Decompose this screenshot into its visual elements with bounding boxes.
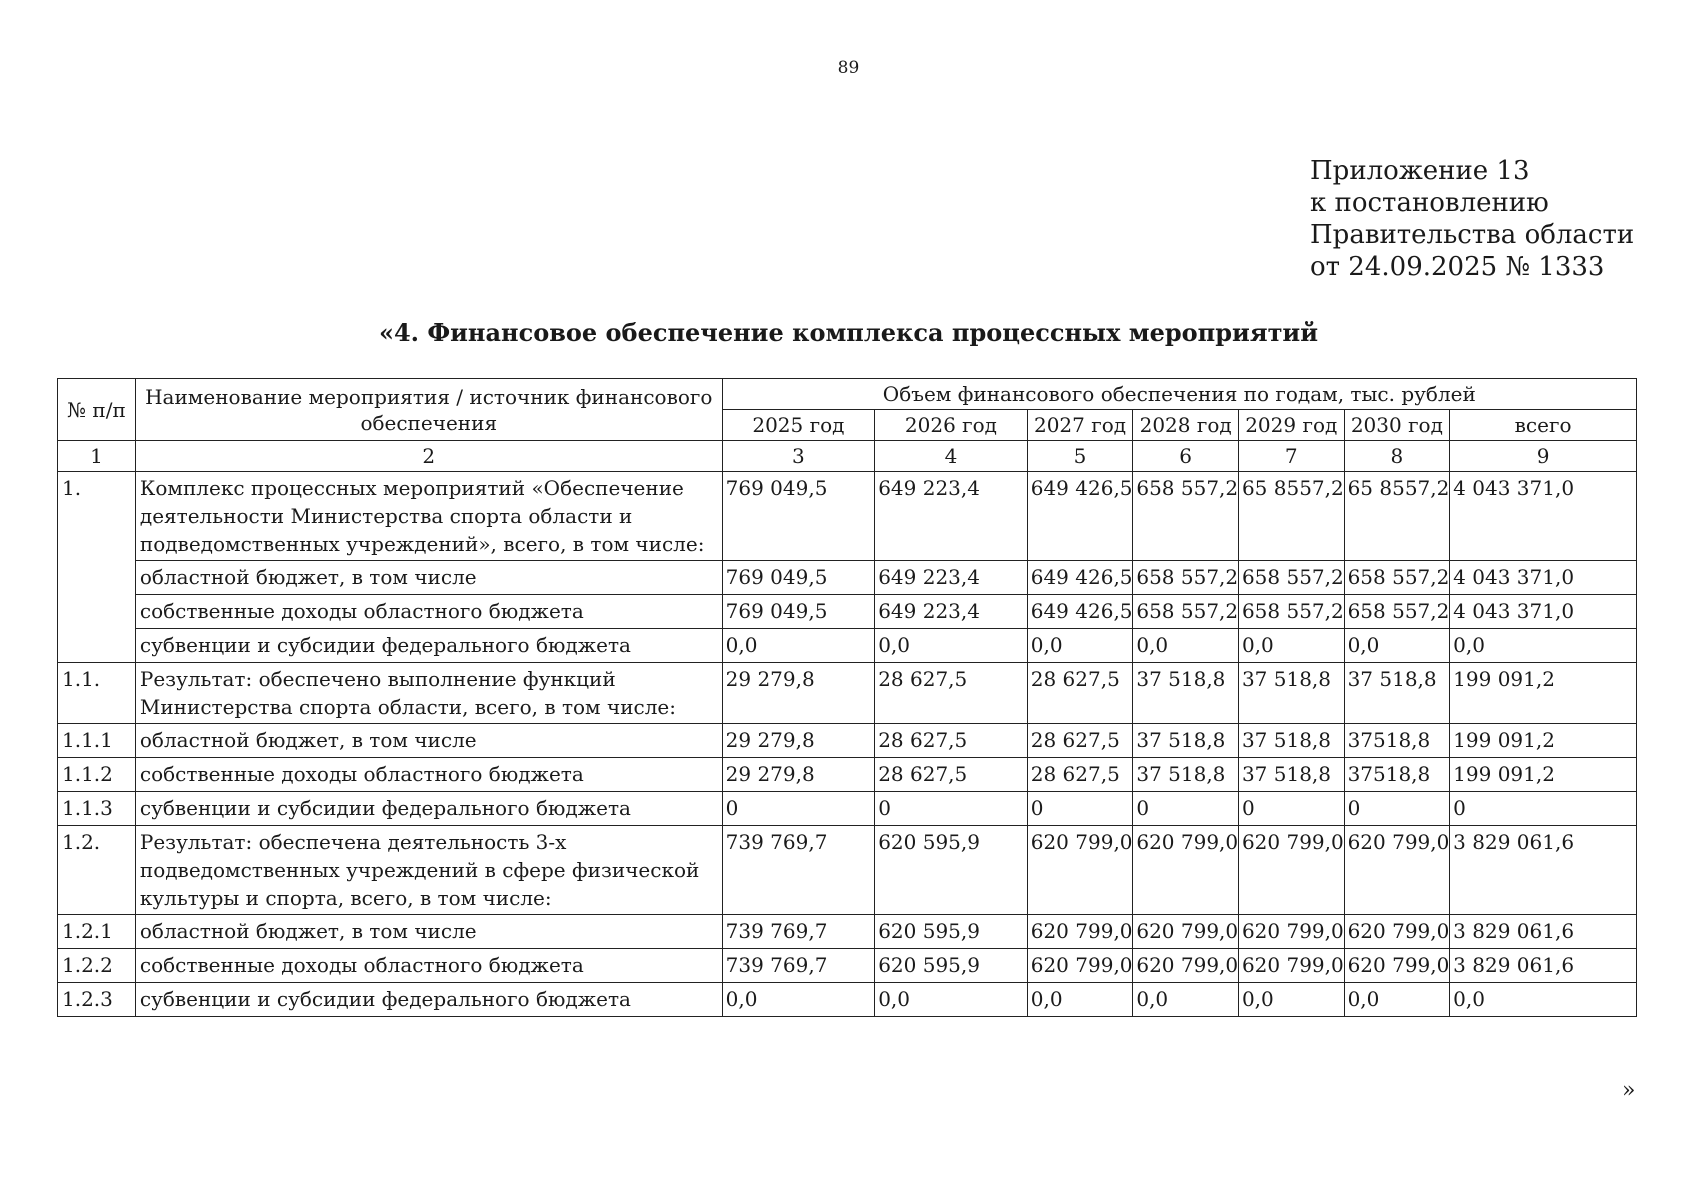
row-value: 0,0 xyxy=(1238,629,1344,663)
table-row xyxy=(58,983,1637,1017)
row-value: 29 279,8 xyxy=(722,758,875,792)
row-value: 28 627,5 xyxy=(875,663,1028,724)
row-value: 0,0 xyxy=(722,629,875,663)
table-row xyxy=(58,472,1637,561)
row-value: 620 595,9 xyxy=(875,949,1028,983)
row-value: 658 557,2 xyxy=(1133,595,1239,629)
row-name: областной бюджет, в том числе xyxy=(135,915,722,949)
row-value: 739 769,7 xyxy=(722,826,875,915)
table-row xyxy=(58,595,1637,629)
row-value: 37 518,8 xyxy=(1133,758,1239,792)
appendix-line: от 24.09.2025 № 1333 xyxy=(1310,252,1605,282)
row-value: 37 518,8 xyxy=(1238,724,1344,758)
row-value: 4 043 371,0 xyxy=(1450,595,1637,629)
row-value: 37518,8 xyxy=(1344,724,1450,758)
row-value: 199 091,2 xyxy=(1450,663,1637,724)
row-number: 1.2.2 xyxy=(58,949,136,983)
row-value: 620 799,0 xyxy=(1133,949,1239,983)
row-value: 0 xyxy=(722,792,875,826)
column-number: 4 xyxy=(875,441,1028,472)
row-value: 0,0 xyxy=(1133,983,1239,1017)
row-name: Результат: обеспечена деятельность 3-х подведомственных учреждений в сфере физической культуры и спорта, всего, в том числе: xyxy=(135,826,722,915)
row-name: областной бюджет, в том числе xyxy=(135,561,722,595)
row-value: 28 627,5 xyxy=(875,758,1028,792)
header-year: 2025 год xyxy=(722,410,875,441)
appendix-line: Приложение 13 xyxy=(1310,156,1530,186)
row-value: 0 xyxy=(875,792,1028,826)
row-value: 3 829 061,6 xyxy=(1450,915,1637,949)
row-value: 620 595,9 xyxy=(875,915,1028,949)
document-title: «4. Финансовое обеспечение комплекса процессных мероприятий xyxy=(378,318,1319,347)
row-number: 1.1. xyxy=(58,663,136,724)
row-value: 0,0 xyxy=(1027,983,1133,1017)
row-value: 0 xyxy=(1450,792,1637,826)
row-value: 658 557,2 xyxy=(1238,595,1344,629)
row-value: 37 518,8 xyxy=(1133,724,1239,758)
row-value: 620 799,0 xyxy=(1344,826,1450,915)
column-number: 6 xyxy=(1133,441,1239,472)
row-value: 199 091,2 xyxy=(1450,758,1637,792)
row-value: 0,0 xyxy=(1027,629,1133,663)
row-value: 0,0 xyxy=(1450,629,1637,663)
row-value: 0 xyxy=(1238,792,1344,826)
column-number: 7 xyxy=(1238,441,1344,472)
header-year: 2029 год xyxy=(1238,410,1344,441)
row-name: субвенции и субсидии федерального бюджета xyxy=(135,983,722,1017)
row-value: 0,0 xyxy=(875,629,1028,663)
row-number: 1. xyxy=(58,472,136,663)
row-number: 1.1.1 xyxy=(58,724,136,758)
row-value: 620 799,0 xyxy=(1027,826,1133,915)
row-value: 37518,8 xyxy=(1344,758,1450,792)
row-value: 649 223,4 xyxy=(875,472,1028,561)
table-row xyxy=(58,758,1637,792)
row-value: 620 799,0 xyxy=(1027,949,1133,983)
row-value: 65 8557,2 xyxy=(1238,472,1344,561)
row-value: 649 426,5 xyxy=(1027,595,1133,629)
row-value: 649 223,4 xyxy=(875,595,1028,629)
table-row xyxy=(58,915,1637,949)
row-value: 0 xyxy=(1027,792,1133,826)
row-value: 28 627,5 xyxy=(1027,663,1133,724)
table-row xyxy=(58,663,1637,724)
header-num: № п/п xyxy=(58,379,136,441)
row-value: 658 557,2 xyxy=(1344,595,1450,629)
row-value: 0 xyxy=(1344,792,1450,826)
table-row xyxy=(58,561,1637,595)
header-year: 2027 год xyxy=(1027,410,1133,441)
financing-table xyxy=(57,378,1637,1017)
table-row xyxy=(58,629,1637,663)
column-number: 2 xyxy=(135,441,722,472)
column-number: 3 xyxy=(722,441,875,472)
row-value: 4 043 371,0 xyxy=(1450,561,1637,595)
row-value: 3 829 061,6 xyxy=(1450,826,1637,915)
closing-quote: » xyxy=(1622,1078,1636,1103)
row-value: 37 518,8 xyxy=(1238,758,1344,792)
row-value: 29 279,8 xyxy=(722,663,875,724)
row-value: 620 799,0 xyxy=(1238,915,1344,949)
row-number: 1.2. xyxy=(58,826,136,915)
row-number: 1.2.3 xyxy=(58,983,136,1017)
row-number: 1.2.1 xyxy=(58,915,136,949)
header-volume: Объем финансового обеспечения по годам, тыс. рублей xyxy=(722,379,1636,410)
row-number: 1.1.2 xyxy=(58,758,136,792)
row-value: 649 426,5 xyxy=(1027,472,1133,561)
header-year: 2028 год xyxy=(1133,410,1239,441)
row-value: 28 627,5 xyxy=(1027,724,1133,758)
column-number: 5 xyxy=(1027,441,1133,472)
row-name: субвенции и субсидии федерального бюджета xyxy=(135,629,722,663)
appendix-line: к постановлению xyxy=(1310,188,1549,218)
row-value: 620 799,0 xyxy=(1344,915,1450,949)
row-value: 620 595,9 xyxy=(875,826,1028,915)
row-value: 0,0 xyxy=(1450,983,1637,1017)
table-row xyxy=(58,949,1637,983)
row-name: собственные доходы областного бюджета xyxy=(135,758,722,792)
header-year: 2026 год xyxy=(875,410,1028,441)
row-value: 37 518,8 xyxy=(1238,663,1344,724)
column-number: 8 xyxy=(1344,441,1450,472)
table-body xyxy=(58,472,1637,1017)
row-value: 37 518,8 xyxy=(1344,663,1450,724)
row-value: 199 091,2 xyxy=(1450,724,1637,758)
table-row xyxy=(58,792,1637,826)
row-value: 658 557,2 xyxy=(1238,561,1344,595)
header-name: Наименование мероприятия / источник финансового обеспечения xyxy=(135,379,722,441)
row-value: 769 049,5 xyxy=(722,595,875,629)
row-value: 658 557,2 xyxy=(1133,472,1239,561)
row-value: 658 557,2 xyxy=(1133,561,1239,595)
row-value: 620 799,0 xyxy=(1027,915,1133,949)
row-value: 0,0 xyxy=(1344,629,1450,663)
row-value: 620 799,0 xyxy=(1344,949,1450,983)
row-value: 65 8557,2 xyxy=(1344,472,1450,561)
row-name: Результат: обеспечено выполнение функций Министерства спорта области, всего, в том числе: xyxy=(135,663,722,724)
appendix-line: Правительства области xyxy=(1310,220,1635,250)
table-row xyxy=(58,826,1637,915)
row-value: 0,0 xyxy=(1238,983,1344,1017)
row-value: 620 799,0 xyxy=(1133,915,1239,949)
column-number: 1 xyxy=(58,441,136,472)
row-value: 620 799,0 xyxy=(1133,826,1239,915)
row-value: 658 557,2 xyxy=(1344,561,1450,595)
header-total: всего xyxy=(1450,410,1637,441)
row-value: 649 426,5 xyxy=(1027,561,1133,595)
row-value: 739 769,7 xyxy=(722,949,875,983)
row-name: областной бюджет, в том числе xyxy=(135,724,722,758)
appendix-block xyxy=(1310,155,1634,283)
row-value: 0,0 xyxy=(722,983,875,1017)
row-name: собственные доходы областного бюджета xyxy=(135,949,722,983)
row-number: 1.1.3 xyxy=(58,792,136,826)
table-row xyxy=(58,724,1637,758)
row-value: 4 043 371,0 xyxy=(1450,472,1637,561)
row-value: 769 049,5 xyxy=(722,561,875,595)
row-name: собственные доходы областного бюджета xyxy=(135,595,722,629)
row-value: 37 518,8 xyxy=(1133,663,1239,724)
row-value: 28 627,5 xyxy=(1027,758,1133,792)
page-number: 89 xyxy=(837,58,860,78)
row-value: 0,0 xyxy=(1344,983,1450,1017)
row-value: 0,0 xyxy=(1133,629,1239,663)
row-value: 0,0 xyxy=(875,983,1028,1017)
column-number: 9 xyxy=(1450,441,1637,472)
row-name: Комплекс процессных мероприятий «Обеспечение деятельности Министерства спорта области и подведомственных учреждений», всего, в том числе: xyxy=(135,472,722,561)
row-value: 649 223,4 xyxy=(875,561,1028,595)
row-value: 739 769,7 xyxy=(722,915,875,949)
row-value: 769 049,5 xyxy=(722,472,875,561)
row-value: 3 829 061,6 xyxy=(1450,949,1637,983)
row-name: субвенции и субсидии федерального бюджета xyxy=(135,792,722,826)
row-value: 29 279,8 xyxy=(722,724,875,758)
row-value: 620 799,0 xyxy=(1238,826,1344,915)
row-value: 28 627,5 xyxy=(875,724,1028,758)
header-year: 2030 год xyxy=(1344,410,1450,441)
row-value: 0 xyxy=(1133,792,1239,826)
row-value: 620 799,0 xyxy=(1238,949,1344,983)
